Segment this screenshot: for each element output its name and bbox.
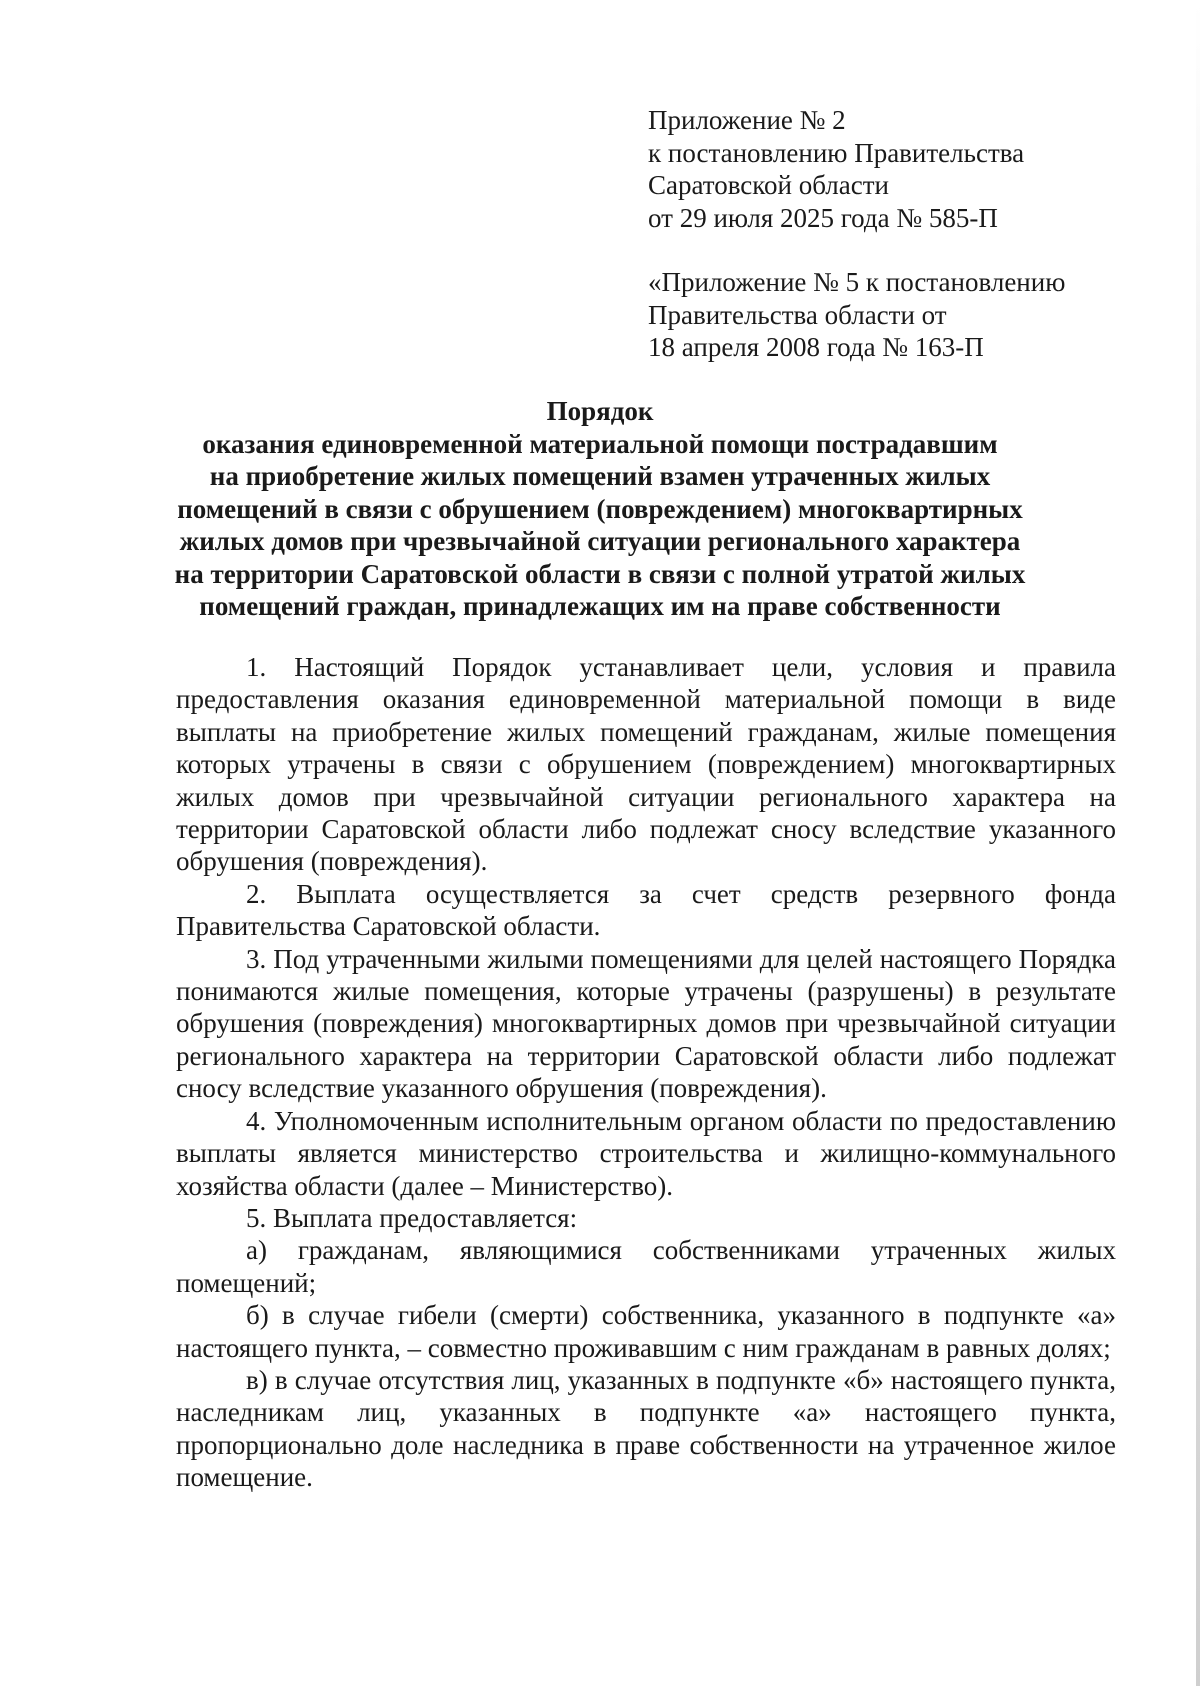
title-line: на приобретение жилых помещений взамен утраченных жилых — [209, 461, 991, 491]
paragraph-3: 3. Под утраченными жилыми помещениями для целей настоящего Порядка понимаются жилые помещения, которые утрачены (разрушены) в результате обрушения (повреждения) многоквартирных домов при чрезвычайной ситуации регионального характера на территории Саратовской области либо подлежат сносу вследствие указанного обрушения (повреждения). — [176, 943, 1116, 1104]
attachment-date: от 29 июля 2025 года № 585-П — [648, 202, 998, 233]
title-heading: Порядок — [546, 396, 654, 426]
attachment-region: Саратовской области — [648, 170, 889, 200]
subparagraph-v: в) в случае отсутствия лиц, указанных в подпункте «б» настоящего пункта, наследникам лиц, указанных в подпункте «а» настоящего пункта, пропорционально доле наследника в праве собственности на утраченное жилое помещение. — [176, 1364, 1116, 1493]
paragraph-2: 2. Выплата осуществляется за счет средств резервного фонда Правительства Саратовской области. — [176, 878, 1116, 942]
paragraph-1: 1. Настоящий Порядок устанавливает цели, условия и правила предоставления оказания единовременной материальной помощи в виде выплаты на приобретение жилых помещений гражданам, жилые помещения которых утрачены в связи с обрушением (повреждением) многоквартирных жилых домов при чрезвычайной ситуации регионального характера на территории Саратовской области либо подлежат сносу вследствие указанного обрушения (повреждения). — [176, 652, 1116, 877]
title-line: помещений в связи с обрушением (повреждением) многоквартирных — [177, 493, 1023, 524]
scan-edge-shadow — [1196, 0, 1200, 1686]
attachment-gap — [648, 234, 1168, 266]
attachment-number: Приложение № 2 — [648, 105, 846, 135]
document-title — [150, 395, 1050, 623]
prior-attachment-date: 18 апреля 2008 года № 163-П — [648, 332, 984, 362]
prior-attachment-government: Правительства области от — [648, 299, 947, 330]
document-body — [176, 651, 1116, 1494]
subparagraph-a: а) гражданам, являющимися собственниками утраченных жилых помещений; — [176, 1235, 1116, 1298]
prior-attachment-number: «Приложение № 5 к постановлению — [648, 267, 1066, 297]
attachment-resolution-ref: к постановлению Правительства — [648, 137, 1025, 168]
subparagraph-b: б) в случае гибели (смерти) собственника, указанного в подпункте «а» настоящего пункта, – совместно проживавшим с ним гражданам в равных долях; — [176, 1300, 1116, 1363]
title-line: жилых домов при чрезвычайной ситуации регионального характера — [179, 526, 1021, 556]
title-line: помещений граждан, принадлежащих им на праве собственности — [199, 591, 1001, 621]
paragraph-5: 5. Выплата предоставляется: — [246, 1202, 578, 1233]
title-line: на территории Саратовской области в связи с полной утратой жилых — [174, 558, 1026, 589]
attachment-header — [648, 104, 1168, 364]
title-line: оказания единовременной материальной помощи пострадавшим — [202, 428, 998, 459]
paragraph-4: 4. Уполномоченным исполнительным органом области по предоставлению выплаты является министерство строительства и жилищно-коммунального хозяйства области (далее – Министерство). — [176, 1105, 1116, 1201]
